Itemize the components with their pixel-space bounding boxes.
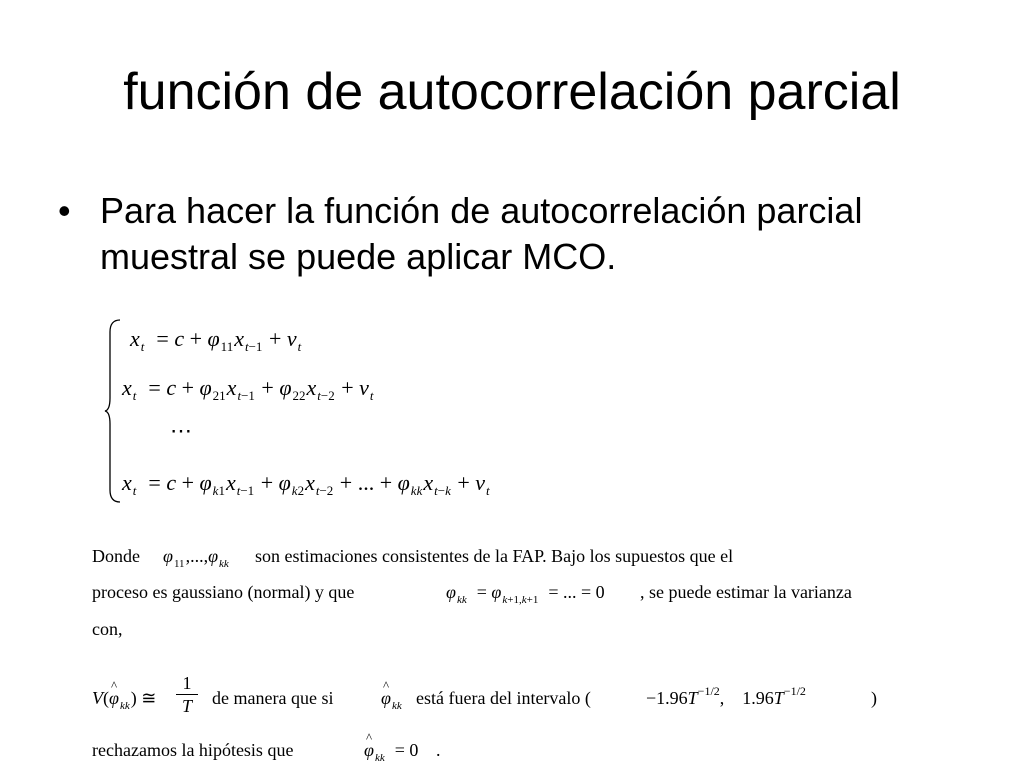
proceso-text: proceso es gaussiano (normal) y que bbox=[92, 582, 355, 602]
phi-hat-kk: ^ $\varphi_{kk}$ bbox=[381, 687, 403, 712]
fuera-text: está fuera del intervalo ( bbox=[416, 688, 591, 708]
con-text: con, bbox=[92, 619, 123, 639]
equation-ellipsis: ⋯ bbox=[170, 418, 192, 443]
close-paren: ) bbox=[871, 688, 877, 708]
phi-list-math: $\varphi_{11},...,\varphi_{kk}$ bbox=[163, 546, 229, 570]
bullet-dot: • bbox=[58, 190, 71, 231]
equation-1: $x_t = c + \varphi_{11}x_{t-1} + v_t$ bbox=[130, 326, 302, 354]
bullet-text: Para hacer la función de autocorrelación parcial muestral se puede aplicar MCO. bbox=[100, 190, 863, 277]
phi-equal-zero-math: $\varphi_{kk} = \varphi_{k+1,k+1}$ = ... = 0 bbox=[446, 582, 605, 606]
variance-math: V(^ $\varphi_{kk}$) ≅ bbox=[92, 687, 156, 712]
manera-text: de manera que si bbox=[212, 688, 334, 708]
equation-2: $x_t = c + \varphi_{21}x_{t-1} + \varphi_{22}x_{t-2} + v_t$ bbox=[122, 375, 374, 403]
equation-k: $x_t = c + \varphi_{k1}x_{t-1} + \varphi_{k2}x_{t-2}$ + ... + $\varphi_{kk}x_{t-k} + v_t$ bbox=[122, 470, 490, 498]
slide-title: función de autocorrelación parcial bbox=[123, 63, 901, 121]
interval-math: $-1.96T^{-1/2}$, $1.96T^{-1/2}$ bbox=[646, 684, 806, 708]
period: . bbox=[436, 740, 441, 760]
consistentes-text: son estimaciones consistentes de la FAP. Bajo los supuestos que el bbox=[255, 546, 734, 566]
donde-label: Donde bbox=[92, 546, 140, 566]
estimar-text: , se puede estimar la varianza bbox=[640, 582, 852, 602]
phi-hat-zero-math: ^ $\varphi_{kk} = 0$ bbox=[364, 739, 418, 764]
left-brace bbox=[104, 318, 124, 504]
fraction-1-over-T: $\frac{1}{T}$ bbox=[176, 672, 198, 717]
rechazamos-text: rechazamos la hipótesis que bbox=[92, 740, 294, 760]
